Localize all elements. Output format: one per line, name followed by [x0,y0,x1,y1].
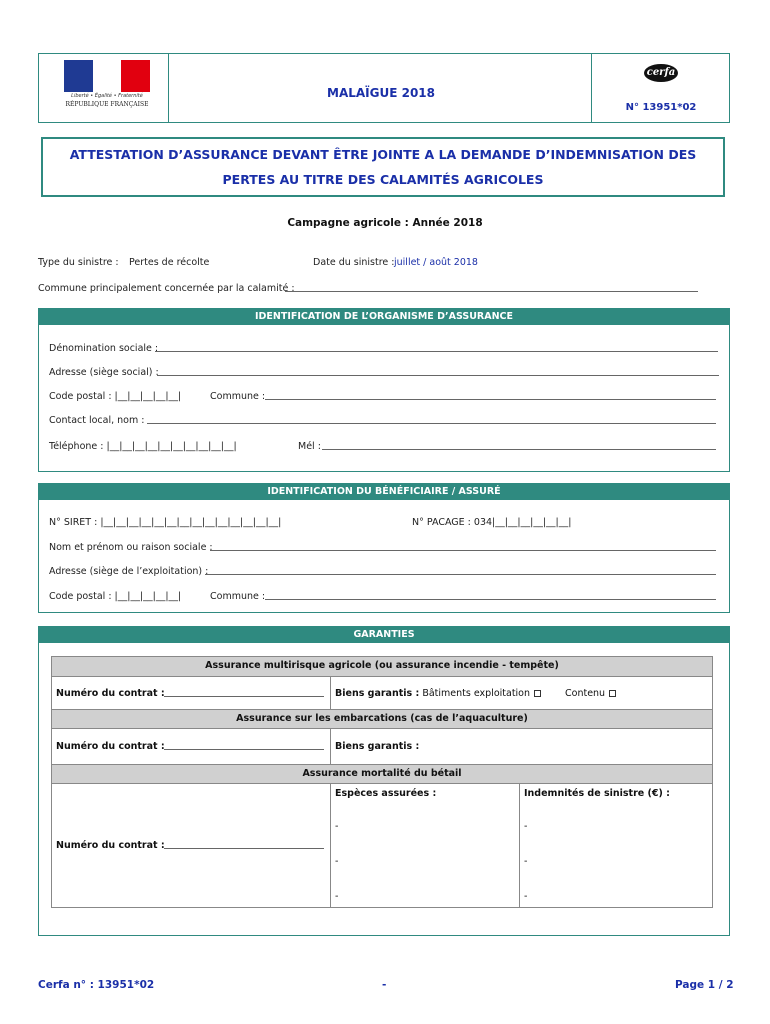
header-title: MALAÏGUE 2018 [327,86,435,100]
embarcations-contrat-label: Numéro du contrat : [56,741,165,752]
code-postal-beneficiaire-field[interactable]: Code postal : |__|__|__|__|__| [49,591,182,602]
table-divider [330,676,331,709]
garanties-table [51,656,713,908]
sinistre-date-label: Date du sinistre : [313,257,395,268]
multirisque-row [52,676,712,709]
table-divider [519,783,520,907]
footer-page-number: Page 1 / 2 [675,979,734,991]
adresse-exploitation-label: Adresse (siège de l’exploitation) : [49,566,209,577]
siret-field[interactable]: N° SIRET : |__|__|__|__|__|__|__|__|__|__|__|__|__|__| [49,517,282,528]
embarcations-row [52,728,712,764]
tricolor-flag-icon [64,60,150,92]
denomination-label: Dénomination sociale : [49,343,159,354]
mortalite-heading: Assurance mortalité du bétail [52,764,712,783]
commune-concernee-label: Commune principalement concernée par la calamité : [38,283,295,294]
especes-line-1[interactable]: - [335,821,339,832]
beneficiaire-heading: IDENTIFICATION DU BÉNÉFICIAIRE / ASSURÉ [39,484,729,500]
organisme-heading: IDENTIFICATION DE L’ORGANISME D’ASSURANCE [39,309,729,325]
header-cerfa-cell [591,54,729,122]
table-divider [330,783,331,907]
nom-field[interactable] [210,542,716,551]
commune-concernee-field[interactable] [285,283,698,292]
adresse-exploitation-field[interactable] [205,566,716,575]
mortalite-row [52,783,712,907]
mortalite-contrat-label: Numéro du contrat : [56,840,165,851]
commune-organisme-field[interactable] [265,391,716,400]
table-divider [330,728,331,764]
biens-batiments-label: Bâtiments exploitation [422,688,531,699]
garanties-heading: GARANTIES [39,627,729,643]
adresse-organisme-label: Adresse (siège social) : [49,367,159,378]
sinistre-date-value: juillet / août 2018 [394,257,478,268]
code-postal-organisme-field[interactable]: Code postal : |__|__|__|__|__| [49,391,182,402]
biens-contenu-label: Contenu [565,688,606,699]
multirisque-contrat-label: Numéro du contrat : [56,688,165,699]
especes-line-2[interactable]: - [335,856,339,867]
document-title-box [41,137,725,197]
multirisque-contrat-field[interactable] [164,688,324,697]
indemnites-line-1[interactable]: - [524,821,528,832]
marianne-logo [64,60,150,116]
sinistre-type-label: Type du sinistre : [38,257,119,268]
indemnites-label: Indemnités de sinistre (€) : [524,788,670,799]
commune-beneficiaire-field[interactable] [265,591,716,600]
document-header [38,53,730,123]
mel-label: Mél : [298,441,321,452]
batiments-checkbox[interactable] [534,690,541,697]
cerfa-number: N° 13951*02 [625,102,697,113]
commune-organisme-label: Commune : [210,391,266,402]
document-title-line2: PERTES AU TITRE DES CALAMITÉS AGRICOLES [222,172,544,187]
denomination-field[interactable] [155,343,718,352]
contenu-checkbox[interactable] [609,690,616,697]
footer-center: - [382,979,387,991]
sinistre-type-value: Pertes de récolte [129,257,210,268]
indemnites-line-3[interactable]: - [524,891,528,902]
multirisque-heading: Assurance multirisque agricole (ou assurance incendie - tempête) [52,657,712,676]
indemnites-line-2[interactable]: - [524,856,528,867]
especes-line-3[interactable]: - [335,891,339,902]
footer-cerfa-number: Cerfa n° : 13951*02 [38,979,155,991]
commune-beneficiaire-label: Commune : [210,591,266,602]
contact-label: Contact local, nom : [49,415,145,426]
multirisque-biens-label: Biens garantis : [335,688,420,699]
pacage-field[interactable]: N° PACAGE : 034|__|__|__|__|__|__| [412,517,572,528]
logo-motto: Liberté • Égalité • Fraternité [71,93,143,99]
contact-field[interactable] [147,415,716,424]
logo-republic: RÉPUBLIQUE FRANÇAISE [65,101,149,108]
embarcations-contrat-field[interactable] [164,741,324,750]
nom-label: Nom et prénom ou raison sociale : [49,542,213,553]
mel-field[interactable] [322,441,716,450]
campaign-year: Campagne agricole : Année 2018 [287,217,483,229]
header-logo-cell [39,54,169,122]
especes-label: Espèces assurées : [335,788,437,799]
cerfa-logo: cerfa [644,64,678,82]
telephone-field[interactable]: Téléphone : |__|__|__|__|__|__|__|__|__|__| [49,441,237,452]
adresse-organisme-field[interactable] [157,367,719,376]
mortalite-contrat-field[interactable] [164,840,324,849]
embarcations-heading: Assurance sur les embarcations (cas de l’aquaculture) [52,709,712,728]
embarcations-biens-label: Biens garantis : [335,741,420,752]
document-title-line1: ATTESTATION D’ASSURANCE DEVANT ÊTRE JOINTE A LA DEMANDE D’INDEMNISATION DES [69,147,697,162]
